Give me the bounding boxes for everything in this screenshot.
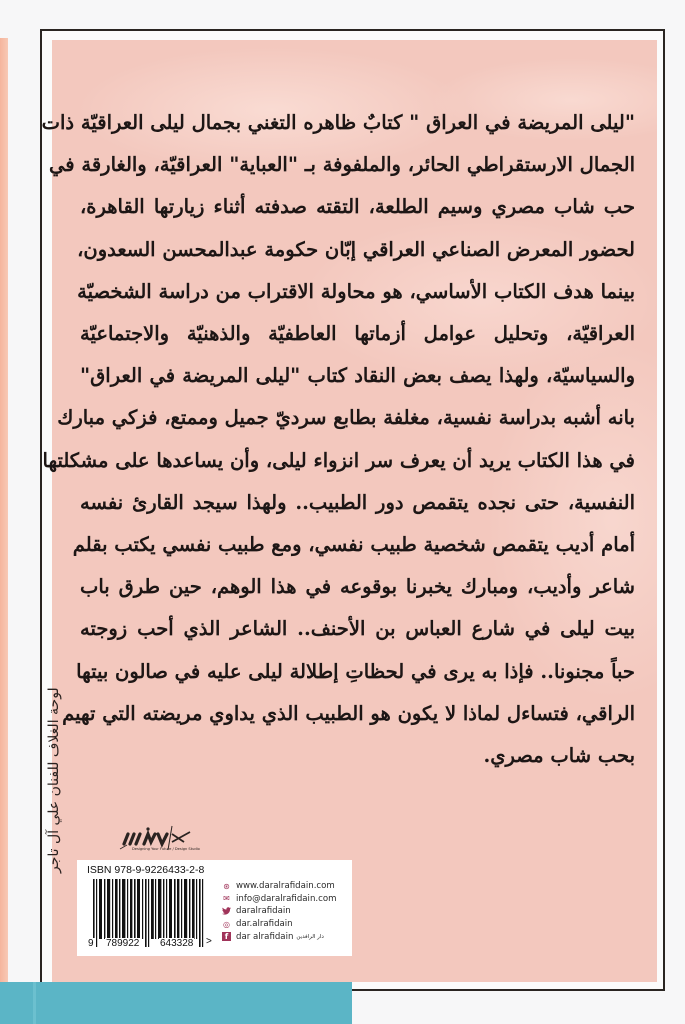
contact-text: dar.alrafidain [236,919,293,930]
barcode-right-digits: 643328 [160,938,194,949]
contact-text: dar alrafidain [236,931,294,942]
contact-text: daralrafidain [236,906,291,917]
barcode-left-digits: 789922 [106,938,140,949]
mail-icon: ✉ [223,894,230,904]
studio-logo-icon [118,822,218,852]
blurb-line: "ليلى المريضة في العراق " كتابٌ ظاهره التغني بجمال ليلى العراقيّة ذات [41,111,635,134]
blurb-line: النفسية، حتى نجده يتقمص دور الطبيب.. ولهذا سيجد القارئ نفسه [80,490,635,514]
publisher-contacts [222,880,352,943]
blurb-line: بحب شاب مصري. [483,744,635,768]
blurb-line: شاعر وأديب، ومبارك يخبرنا بوقوعه في هذا الوهم، حين طرق باب [80,575,635,599]
blurb-line: حباً مجنونا.. فإذا به يرى في لحظاتِ إطلالة ليلى عليه في صالون بيتها [76,659,635,683]
design-studio-logo [118,822,218,858]
blurb-text [41,102,635,777]
twitter-icon [222,907,231,916]
blurb-line: أمام أديب يتقمص شخصية طبيب نفسي، ومع طبيب نفسي يكتب بقلم [72,533,635,557]
blurb-line: لحضور المعرض الصناعي العراقي إبّان حكومة عبدالمحسن السعدون، [77,237,635,261]
svg-text:Designing Your Future / Design: Designing Your Future / Design Studio [132,847,200,851]
publisher-arabic-name: دار الرافدين [296,933,324,940]
spine-edge-strip [0,38,8,986]
contact-email[interactable] [222,893,352,906]
cover-artist-credit: لوحة الغلاف للفنان علي آل تاجر [46,687,62,873]
fold-line [33,982,36,1024]
blurb-line: العراقيّة، وتحليل عوامل أزماتها العاطفيّة والذهنيّة والاجتماعيّة [80,322,635,346]
blurb-line: بيت ليلى في شارع العباس بن الأحنف.. الشاعر الذي أحب زوجته [80,617,635,641]
contact-facebook[interactable] [222,930,352,943]
blurb-line: بينما هدف الكتاب الأساسي، هو محاولة الاقتراب من دراسة الشخصيّة [77,279,635,303]
contact-text: www.daralrafidain.com [236,881,335,892]
instagram-icon: ◎ [223,919,230,929]
blurb-line: والسياسيّة، ولهذا يصف بعض النقاد كتاب "ليلى المريضة في العراق" [80,364,635,388]
contact-instagram[interactable] [222,918,352,931]
blurb-line: الجمال الارستقراطي الحائر، والملفوفة بـ "العباية" العراقيّة، والغارقة في [49,153,635,177]
contact-text: info@daralrafidain.com [236,893,337,904]
isbn-number: ISBN 978-9-9226433-2-8 [87,864,205,876]
contact-twitter[interactable] [222,905,352,918]
blurb-line: بانه أشبه بدراسة نفسية، مغلفة بطابع سرديّ جميل وممتع، فزكي مبارك [57,406,635,430]
blurb-line: الراقي، فتساءل لماذا لا يكون هو الطبيب الذي يداوي مريضته التي تهيم [62,701,635,725]
blurb-line: في هذا الكتاب يريد أن يعرف سر انزواء ليلى، وأن يساعدها على مشكلتها [42,448,635,472]
contact-website[interactable] [222,880,352,893]
facebook-icon: f [222,932,231,941]
barcode-trail-mark: > [206,936,212,947]
barcode-lead-digit: 9 [88,938,94,949]
blurb-line: حب شاب مصري وسيم الطلعة، التقته صدفته أثناء زيارتها القاهرة، [80,195,635,219]
isbn-box [77,860,352,956]
globe-icon: ⊛ [223,881,230,891]
teal-bottom-strip [0,982,352,1024]
